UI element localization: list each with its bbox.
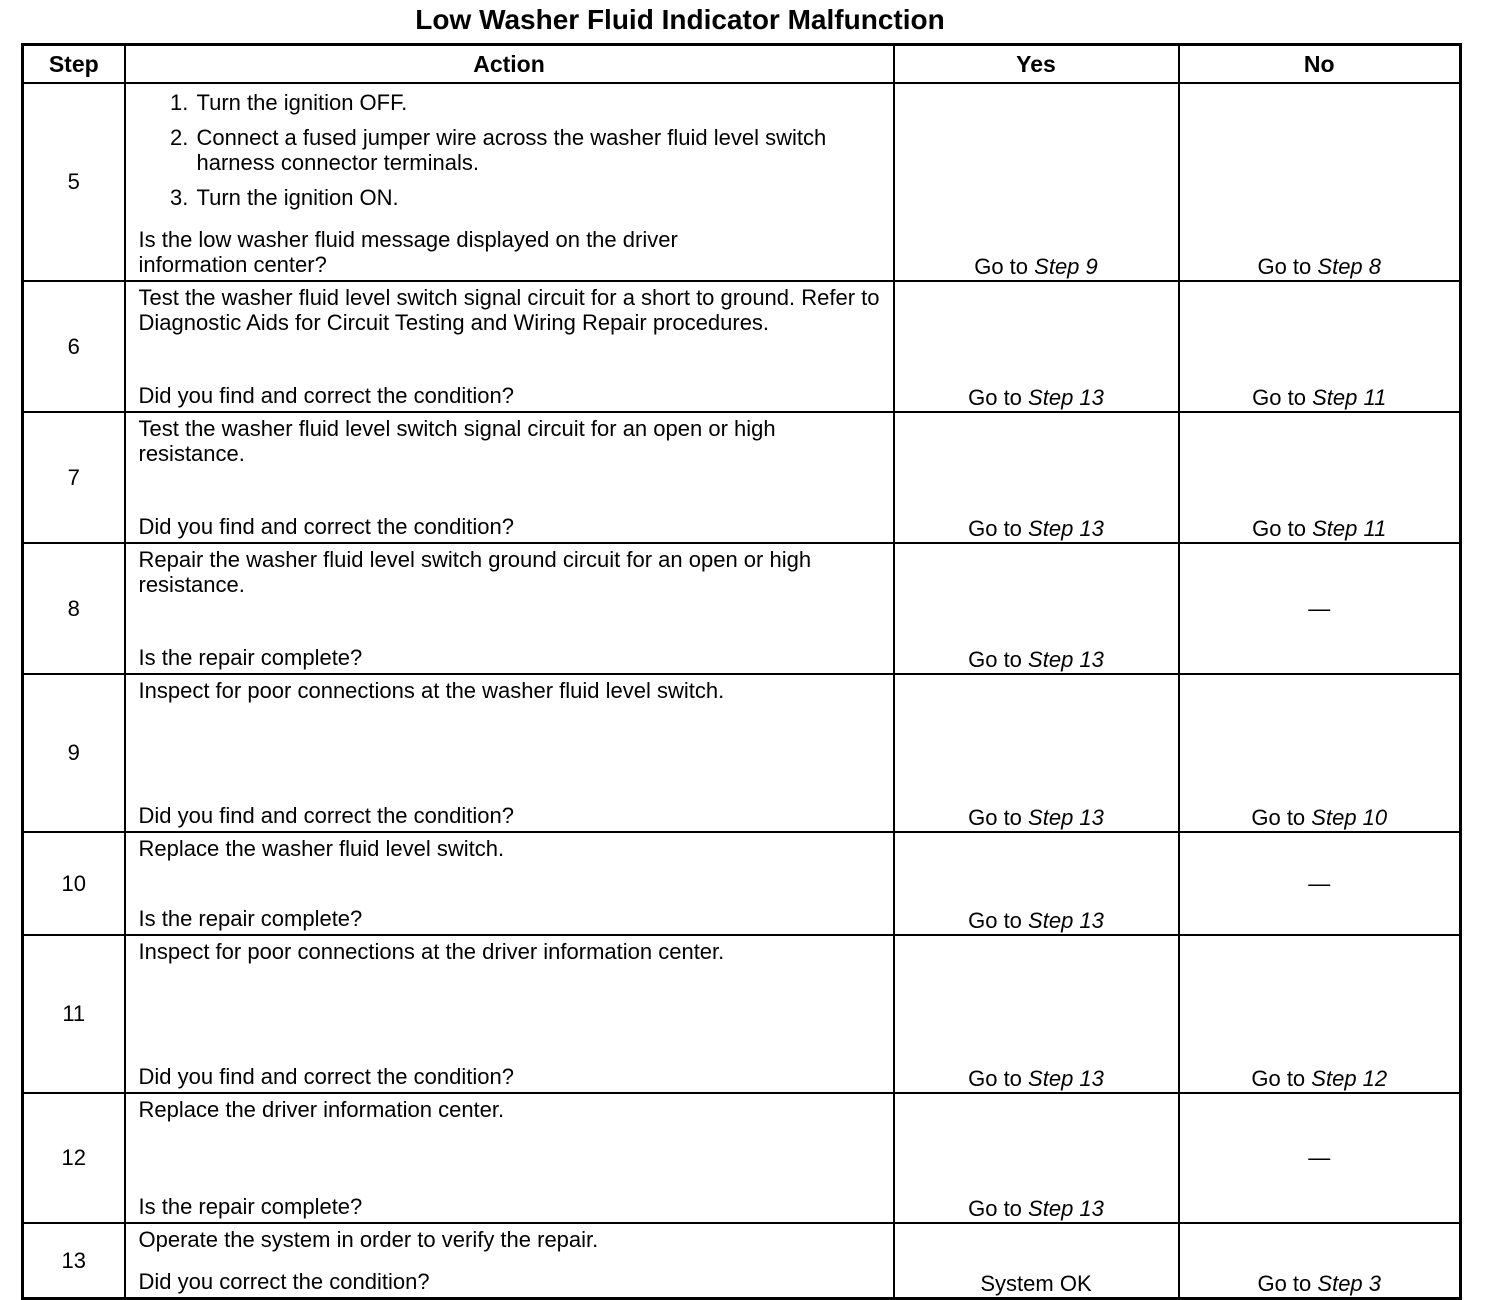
no-prefix: Go to (1252, 516, 1306, 541)
yes-cell (894, 935, 1179, 1093)
action-question: Did you find and correct the condition? (138, 803, 514, 828)
no-prefix: Go to (1257, 254, 1312, 279)
action-question: Is the repair complete? (138, 1194, 363, 1219)
header-action: Action (125, 45, 894, 84)
action-cell (125, 832, 894, 935)
table-row (23, 832, 1461, 935)
no-prefix: Go to (1251, 1066, 1306, 1091)
action-cell (125, 543, 894, 674)
table-row (23, 543, 1461, 674)
header-row (23, 45, 1461, 84)
no-cell (1179, 281, 1461, 412)
yes-prefix: Go to (968, 516, 1022, 541)
step-number: 7 (23, 412, 125, 543)
table-row (23, 281, 1461, 412)
action-question: Did you correct the condition? (138, 1269, 430, 1294)
table-row (23, 1223, 1461, 1299)
header-yes: Yes (894, 45, 1179, 84)
no-dash: — (1179, 1093, 1461, 1223)
yes-step-link[interactable]: Step 13 (1028, 1196, 1104, 1221)
action-instruction: Test the washer fluid level switch signal circuit for a short to ground. Refer to Diagnostic Aids for Circuit Testing and Wiring Repair procedures. (138, 285, 880, 335)
yes-prefix: Go to (968, 908, 1022, 933)
yes-cell (894, 674, 1179, 832)
header-no: No (1179, 45, 1461, 84)
yes-step-link[interactable]: Step 13 (1028, 647, 1104, 672)
no-dash: — (1179, 543, 1461, 674)
table-row (23, 674, 1461, 832)
no-step-link[interactable]: Step 11 (1312, 385, 1387, 410)
yes-step-link[interactable]: Step 13 (1028, 385, 1104, 410)
no-step-link[interactable]: Step 8 (1317, 254, 1382, 279)
yes-cell (894, 832, 1179, 935)
action-cell (125, 1223, 894, 1299)
no-step-link[interactable]: Step 11 (1312, 516, 1387, 541)
action-instruction: Replace the driver information center. (138, 1097, 505, 1122)
header-step: Step (23, 45, 125, 84)
action-cell (125, 83, 894, 281)
step-number: 11 (23, 935, 125, 1093)
no-dash: — (1179, 832, 1461, 935)
action-instruction: Replace the washer fluid level switch. (138, 836, 505, 861)
step-number: 8 (23, 543, 125, 674)
no-prefix: Go to (1257, 1271, 1312, 1296)
yes-prefix: Go to (968, 1066, 1022, 1091)
no-cell (1179, 935, 1461, 1093)
yes-cell (894, 543, 1179, 674)
list-item: 2. Connect a fused jumper wire across the washer fluid level switch harness connector terminals. (195, 125, 883, 175)
yes-cell (894, 83, 1179, 281)
no-prefix: Go to (1252, 385, 1306, 410)
yes-cell (894, 281, 1179, 412)
action-instruction: Test the washer fluid level switch signal circuit for an open or high resistance. (138, 416, 776, 466)
diagnostic-table (21, 43, 1462, 1300)
yes-prefix: Go to (968, 805, 1022, 830)
action-instruction: Inspect for poor connections at the washer fluid level switch. (138, 678, 725, 703)
table-row (23, 1093, 1461, 1223)
table-row (23, 935, 1461, 1093)
yes-prefix: Go to (968, 385, 1022, 410)
yes-step-link[interactable]: Step 9 (1034, 254, 1098, 279)
page-title: Low Washer Fluid Indicator Malfunction (415, 4, 945, 35)
action-steps-list (139, 90, 883, 210)
step-number: 13 (23, 1223, 125, 1299)
action-instruction: Inspect for poor connections at the driver information center. (138, 939, 725, 964)
action-cell (125, 281, 894, 412)
action-cell (125, 935, 894, 1093)
yes-cell: System OK (894, 1223, 1179, 1299)
action-question: Is the low washer fluid message displayed on the driver information center? (138, 227, 678, 277)
no-step-link[interactable]: Step 12 (1311, 1066, 1388, 1091)
no-cell (1179, 1223, 1461, 1299)
step-number: 5 (23, 83, 125, 281)
list-item: 3. Turn the ignition ON. (195, 185, 883, 210)
table-row (23, 83, 1461, 281)
action-cell (125, 1093, 894, 1223)
step-number: 9 (23, 674, 125, 832)
step-number: 12 (23, 1093, 125, 1223)
action-question: Did you find and correct the condition? (138, 514, 514, 539)
no-cell (1179, 674, 1461, 832)
no-cell (1179, 412, 1461, 543)
table-row (23, 412, 1461, 543)
action-question: Is the repair complete? (138, 906, 363, 931)
action-instruction: Repair the washer fluid level switch ground circuit for an open or high resistance. (138, 547, 812, 597)
action-question: Did you find and correct the condition? (138, 383, 514, 408)
yes-prefix: Go to (974, 254, 1029, 279)
yes-step-link[interactable]: Step 13 (1028, 516, 1104, 541)
no-step-link[interactable]: Step 10 (1311, 805, 1388, 830)
yes-cell (894, 1093, 1179, 1223)
list-item: 1. Turn the ignition OFF. (195, 90, 883, 115)
action-cell (125, 412, 894, 543)
yes-cell (894, 412, 1179, 543)
no-prefix: Go to (1251, 805, 1306, 830)
action-question: Is the repair complete? (138, 645, 363, 670)
action-cell (125, 674, 894, 832)
yes-step-link[interactable]: Step 13 (1028, 805, 1104, 830)
step-number: 6 (23, 281, 125, 412)
yes-prefix: Go to (968, 647, 1022, 672)
yes-step-link[interactable]: Step 13 (1028, 1066, 1104, 1091)
no-cell (1179, 83, 1461, 281)
no-step-link[interactable]: Step 3 (1317, 1271, 1382, 1296)
action-instruction: Operate the system in order to verify the repair. (138, 1227, 599, 1252)
action-question: Did you find and correct the condition? (138, 1064, 514, 1089)
yes-prefix: Go to (968, 1196, 1022, 1221)
yes-step-link[interactable]: Step 13 (1028, 908, 1104, 933)
step-number: 10 (23, 832, 125, 935)
